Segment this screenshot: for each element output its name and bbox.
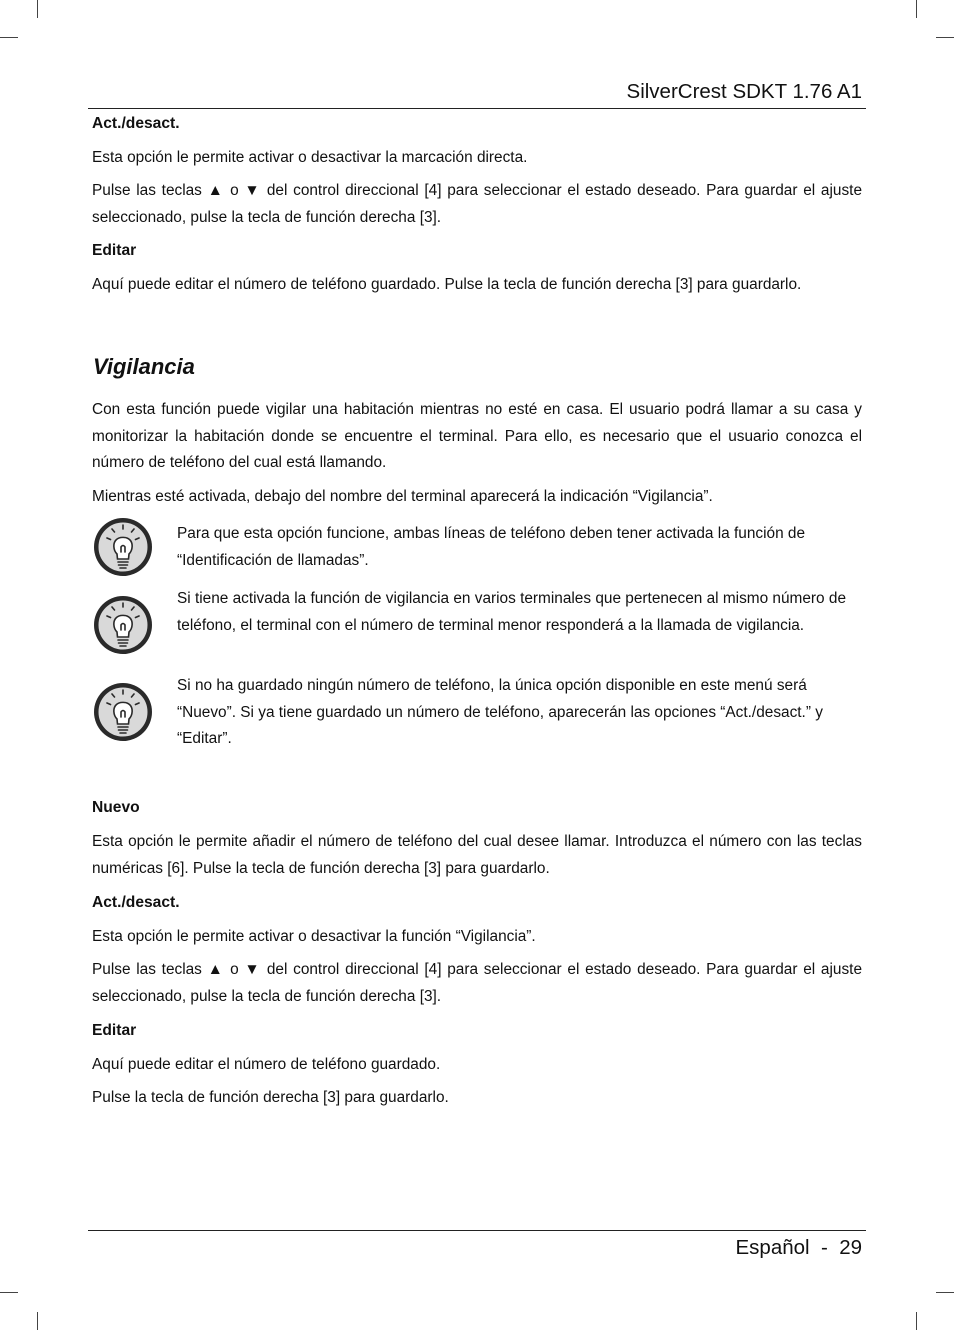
- paragraph: Mientras esté activada, debajo del nombre del terminal aparecerá la indicación “Vigilancia”.: [92, 488, 713, 505]
- tip-text: Si tiene activada la función de vigilancia en varios terminales que pertenecen al mismo número de teléfono, el terminal con el número de terminal menor responderá a la llamada de vigilancia.: [177, 590, 847, 634]
- footer-rule: [88, 1230, 866, 1231]
- paragraph: Pulse las teclas ▲ o ▼ del control direccional [4] para seleccionar el estado deseado. Para guardar el ajuste seleccionado, pulse la tecla de función derecha [3].: [92, 182, 862, 226]
- crop-mark: [0, 37, 18, 38]
- paragraph: Aquí puede editar el número de teléfono guardado. Pulse la tecla de función derecha [3] para guardarlo.: [92, 276, 802, 293]
- tip-text: Si no ha guardado ningún número de teléfono, la única opción disponible en este menú será “Nuevo”. Si ya tiene guardado un número de teléfono, aparecerán las opciones “Act./desact.” y “Editar”.: [177, 677, 823, 747]
- lightbulb-icon: [92, 681, 154, 743]
- crop-mark: [936, 1292, 954, 1293]
- paragraph: Pulse la tecla de función derecha [3] para guardarlo.: [92, 1089, 449, 1106]
- crop-mark: [37, 1312, 38, 1330]
- lightbulb-icon: [92, 594, 154, 656]
- crop-mark: [37, 0, 38, 18]
- section-title: Vigilancia: [93, 354, 195, 379]
- page-header-title: SilverCrest SDKT 1.76 A1: [626, 80, 862, 103]
- paragraph: Esta opción le permite activar o desactivar la marcación directa.: [92, 149, 528, 166]
- crop-mark: [0, 1292, 18, 1293]
- tip-text: Para que esta opción funcione, ambas líneas de teléfono deben tener activada la función de “Identificación de llamadas”.: [177, 525, 806, 569]
- paragraph: Esta opción le permite añadir el número de teléfono del cual desee llamar. Introduzca el número con las teclas numéricas [6]. Pulse la tecla de función derecha [3] para guardarlo.: [92, 833, 862, 877]
- paragraph: Con esta función puede vigilar una habitación mientras no esté en casa. El usuario podrá llamar a su casa y monitorizar la habitación donde se encuentre el terminal. Para ello, es necesario que el usuario conozca el número de teléfono del cual está llamando.: [92, 401, 862, 471]
- heading-editar: Editar: [92, 242, 137, 259]
- heading-editar: Editar: [92, 1022, 137, 1039]
- page-footer: Español - 29: [735, 1236, 862, 1259]
- heading-act-desact: Act./desact.: [92, 115, 180, 132]
- paragraph: Pulse las teclas ▲ o ▼ del control direccional [4] para seleccionar el estado deseado. Para guardar el ajuste seleccionado, pulse la tecla de función derecha [3].: [92, 961, 862, 1005]
- crop-mark: [916, 1312, 917, 1330]
- paragraph: Aquí puede editar el número de teléfono guardado.: [92, 1056, 441, 1073]
- crop-mark: [936, 37, 954, 38]
- header-rule: [88, 108, 866, 109]
- heading-act-desact: Act./desact.: [92, 894, 180, 911]
- paragraph: Esta opción le permite activar o desactivar la función “Vigilancia”.: [92, 928, 536, 945]
- crop-mark: [916, 0, 917, 18]
- lightbulb-icon: [92, 516, 154, 578]
- heading-nuevo: Nuevo: [92, 799, 140, 816]
